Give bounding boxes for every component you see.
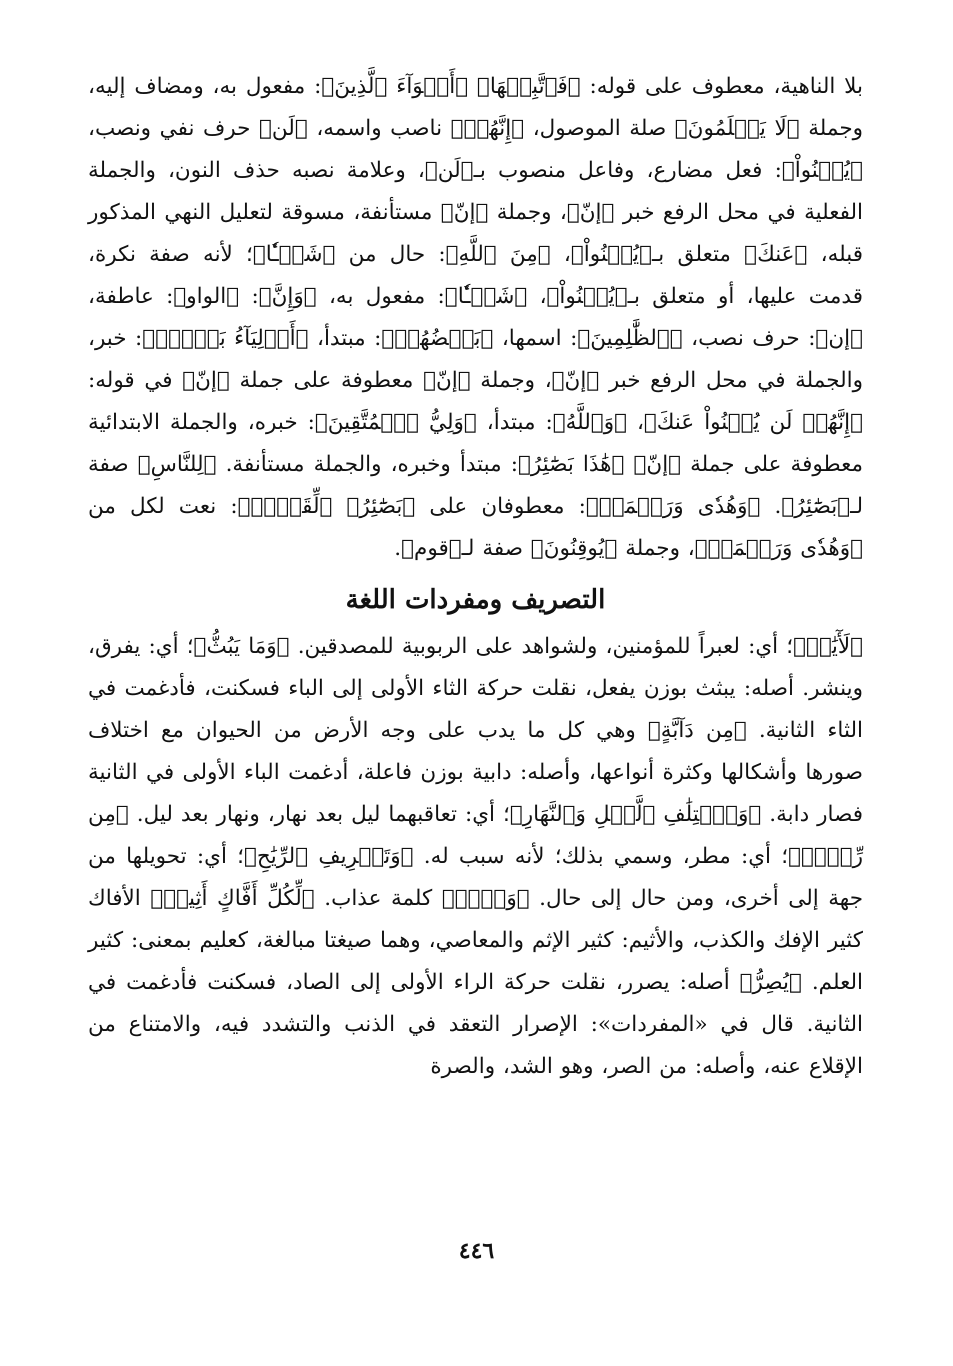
grammar-paragraph: بلا الناهية، معطوف على قوله: ﴿فَٱتَّبِعۡهَا﴾ ﴿أَهۡوَآءَ ٱلَّذِينَ﴾: مفعول به، ومضاف إليه، وجملة ﴿لَا يَعۡلَمُونَ﴾ صلة الموصول، ﴿إِنَّهُمۡ﴾ ناصب واسمه، ﴿لَن﴾ حرف نفي ونصب، ﴿يُغۡنُواْ﴾: فعل مضارع، وفاعل منصوب بـ﴿لَن﴾، وعلامة نصبه حذف النون، والجملة الفعلية في محل الرفع خبر ﴿إنّ﴾، وجملة ﴿إنّ﴾ مستأنفة، مسوقة لتعليل النهي المذكور قبله، ﴿عَنكَ﴾ متعلق بـ﴿يُغۡنُواْ﴾، ﴿مِنَ ٱللَّهِ﴾: حال من ﴿شَيۡـٔٗا﴾؛ لأنه صفة نكرة، قدمت عليها، أو متعلق بـ﴿يُغۡنُواْ﴾، ﴿شَيۡـٔٗا﴾: مفعول به، ﴿وَإِنَّ﴾: ﴿الواو﴾: عاطفة، ﴿إن﴾: حرف نصب، ﴿ٱلظَّٰلِمِينَ﴾: اسمها، ﴿بَعۡضُهُمۡ﴾: مبتدأ، ﴿أَوۡلِيَآءُ بَعۡضٖۖ﴾: خبر، والجملة في محل الرفع خبر ﴿إنّ﴾، وجملة ﴿إنّ﴾ معطوفة على جملة ﴿إنّ﴾ في قوله: ﴿إِنَّهُمۡ لَن يُغۡنُواْ عَنكَ﴾، ﴿وَٱللَّهُ﴾: مبتدأ، ﴿وَلِيُّ ٱلۡمُتَّقِينَ﴾: خبره، والجملة الابتدائية معطوفة على جملة ﴿إنّ﴾ ﴿هَٰذَا بَصَٰٓئِرُ﴾: مبتدأ وخبره، والجملة مستأنفة. ﴿لِلنَّاسِ﴾ صفة لـ﴿بَصَٰٓئِرُ﴾. ﴿وَهُدٗى وَرَحۡمَةٞ﴾: معطوفان على ﴿بَصَٰٓئِرُ﴾ ﴿لِّقَوۡمٖ﴾: نعت لكل من ﴿وَهُدٗى وَرَحۡمَةٞ﴾، وجملة ﴿يُوقِنُونَ﴾ صفة لـ﴿قوم﴾. bbox=[88, 74, 863, 561]
page-number: ٤٤٦ bbox=[458, 1238, 495, 1264]
section-heading: التصريف ومفردات اللغة bbox=[345, 585, 606, 615]
document-page bbox=[88, 66, 863, 1346]
vocabulary-paragraph: ﴿لَأٓيَٰتٖ﴾؛ أي: لعبراً للمؤمنين، ولشواهد على الربوبية للمصدقين. ﴿وَمَا يَبُثُّ﴾؛ أي: يفرق، وينشر. أصله: يبثث بوزن يفعل، نقلت حركة الثاء الأولى إلى الباء فسكنت، فأدغمت في الثاء الثانية. ﴿مِن دَآبَّةٍ﴾ وهي كل ما يدب على وجه الأرض من الحيوان مع اختلاف صورها وأشكالها وكثرة أنواعها، وأصله: دابية بوزن فاعلة، أدغمت الباء الأولى في الثانية فصار دابة. ﴿وَٱخۡتِلَٰفِ ٱلَّيۡلِ وَٱلنَّهَارِ﴾؛ أي: تعاقبهما ليل بعد نهار، ونهار بعد ليل. ﴿مِن رِّزۡقٖ﴾؛ أي: مطر، وسمي بذلك؛ لأنه سبب له. ﴿وَتَصۡرِيفِ ٱلرِّيَٰحِ﴾؛ أي: تحويلها من جهة إلى أخرى، ومن حال إلى حال. ﴿وَيۡلٞ﴾ كلمة عذاب. ﴿لِّكُلِّ أَفَّاكٍ أَثِيمٖ﴾ الأفاك كثير الإفك والكذب، والأثيم: كثير الإثم والمعاصي، وهما صيغتا مبالغة، كعليم بمعنى: كثير العلم. ﴿يُصِرُّ﴾ أصله: يصرر، نقلت حركة الراء الأولى إلى الصاد، فسكنت فأدغمت في الثانية. قال في «المفردات»: الإصرار التعقد في الذنب والتشدد فيه، والامتناع من الإقلاع عنه، وأصله: من الصر، وهو الشد، والصرة bbox=[88, 634, 863, 1079]
